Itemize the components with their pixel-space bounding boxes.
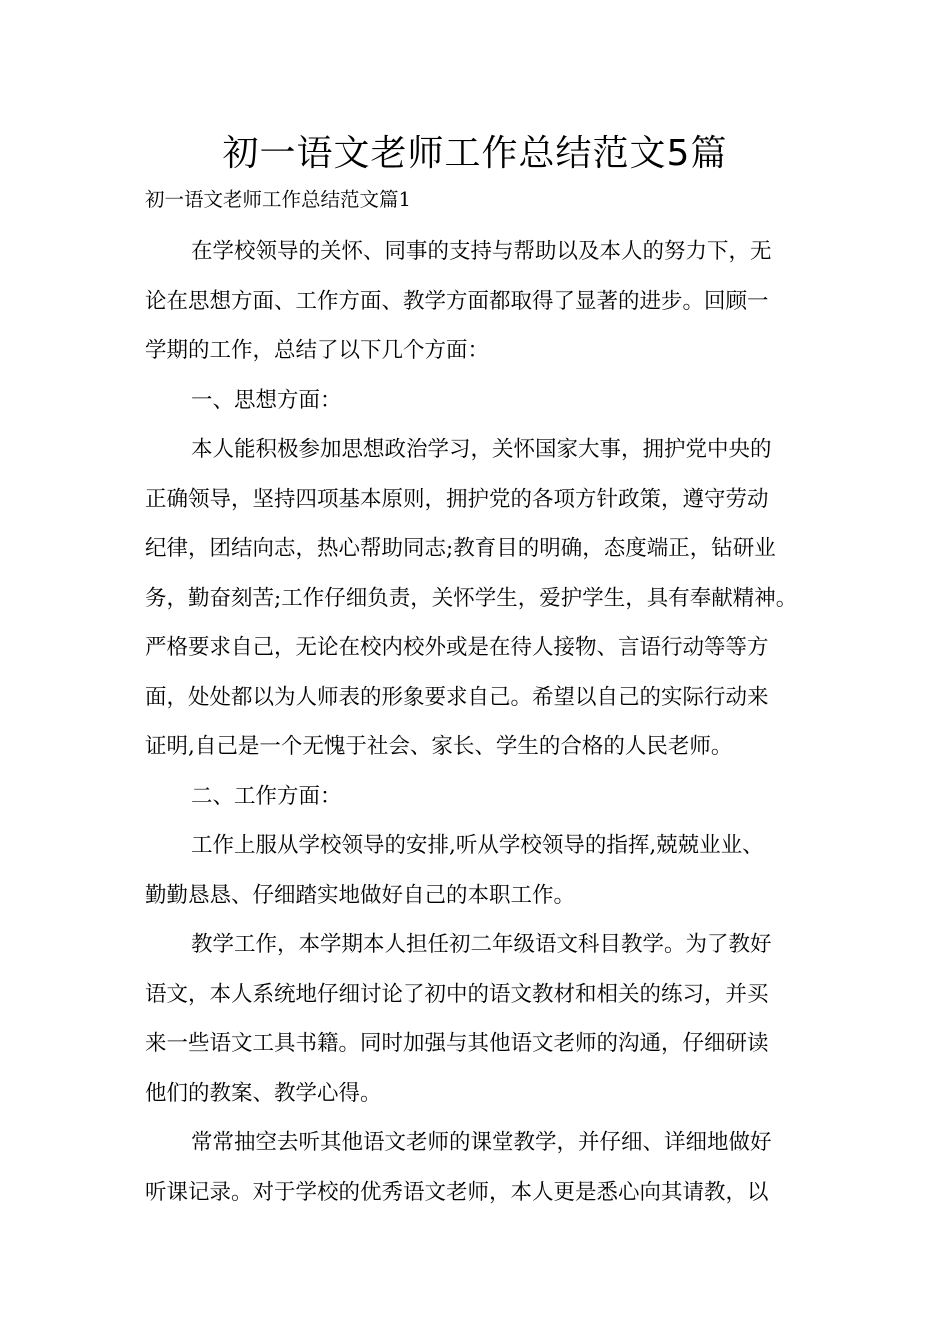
text-line: 本人能积极参加思想政治学习，关怀国家大事，拥护党中央的: [191, 437, 772, 462]
section-subtitle: 初一语文老师工作总结范文篇1: [145, 188, 411, 211]
text-line: 二、工作方面：: [191, 783, 342, 809]
text-line: 教学工作，本学期本人担任初二年级语文科目教学。为了教好: [191, 932, 772, 957]
text-line: 在学校领导的关怀、同事的支持与帮助以及本人的努力下，无: [191, 239, 772, 264]
text-line: 学期的工作，总结了以下几个方面：: [145, 338, 490, 363]
text-line: 工作上服从学校领导的安排,听从学校领导的指挥,兢兢业业、: [191, 833, 764, 858]
text-line: 正确领导，坚持四项基本原则，拥护党的各项方针政策，遵守劳动: [145, 486, 769, 512]
text-line: 严格要求自己，无论在校内校外或是在待人接物、言语行动等等方: [145, 635, 769, 660]
document-body: [145, 232, 805, 1222]
text-line: 常常抽空去听其他语文老师的课堂教学，并仔细、详细地做好: [191, 1130, 772, 1155]
text-line: 纪律，团结向志，热心帮助同志;教育目的明确，态度端正，钻研业: [145, 536, 776, 561]
text-line: 听课记录。对于学校的优秀语文老师，本人更是悉心向其请教，以: [145, 1179, 769, 1205]
document-title: 初一语文老师工作总结范文5篇: [222, 133, 728, 174]
text-line: 一、思想方面：: [191, 387, 342, 413]
text-line: 面，处处都以为人师表的形象要求自己。希望以自己的实际行动来: [145, 684, 769, 710]
text-line: 他们的教案、教学心得。: [145, 1080, 382, 1106]
text-line: 论在思想方面、工作方面、教学方面都取得了显著的进步。回顾一: [145, 288, 769, 314]
text-line: 来一些语文工具书籍。同时加强与其他语文老师的沟通，仔细研读: [145, 1031, 769, 1056]
text-line: 语文，本人系统地仔细讨论了初中的语文教材和相关的练习，并买: [145, 981, 769, 1007]
text-line: 证明,自己是一个无愧于社会、家长、学生的合格的人民老师。: [145, 734, 733, 759]
text-line: 勤勤恳恳、仔细踏实地做好自己的本职工作。: [145, 882, 576, 908]
text-line: 务，勤奋刻苦;工作仔细负责，关怀学生，爱护学生，具有奉献精神。: [145, 585, 798, 611]
